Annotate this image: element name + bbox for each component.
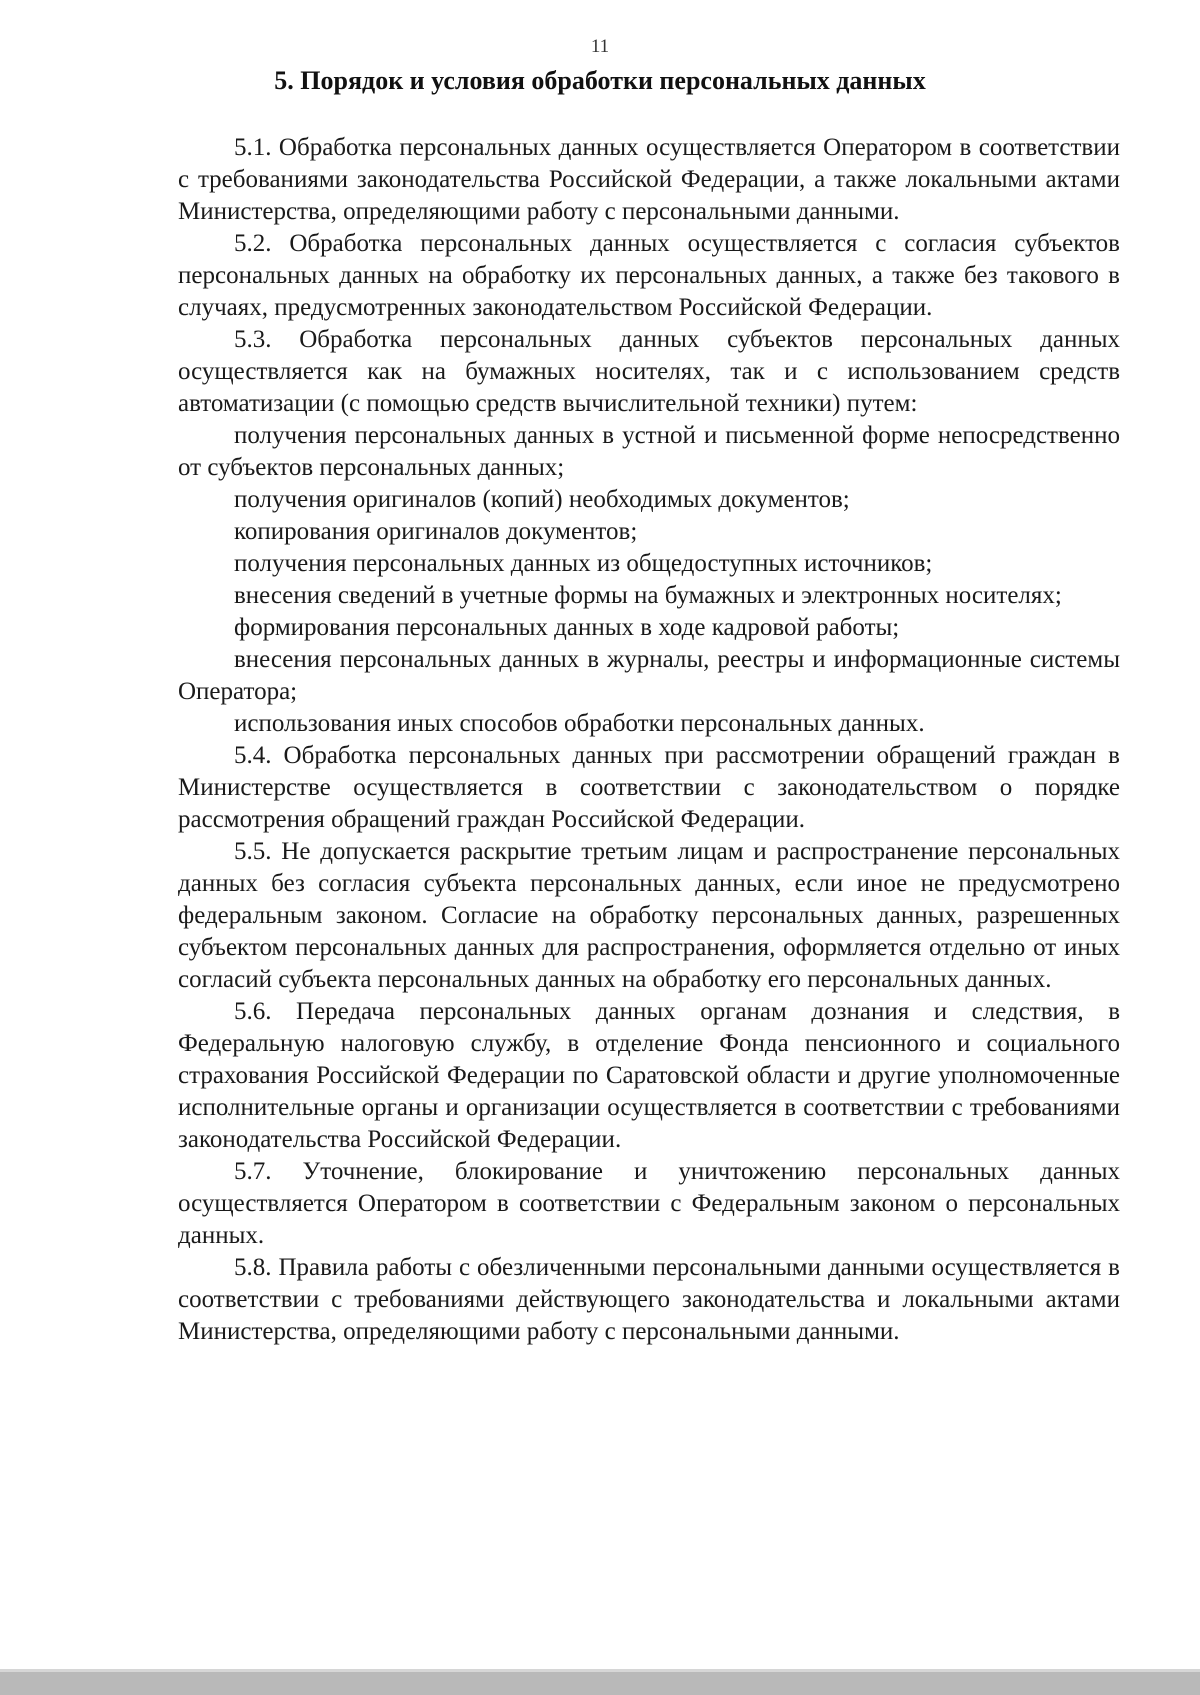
- section-title: 5. Порядок и условия обработки персональных данных: [274, 66, 926, 95]
- list-item: получения оригиналов (копий) необходимых документов;: [234, 486, 850, 513]
- list-item: формирования персональных данных в ходе кадровой работы;: [234, 614, 900, 641]
- list-item: получения персональных данных в устной и письменной форме непосредственно от субъектов персональных данных;: [178, 422, 1120, 481]
- list-item: использования иных способов обработки персональных данных.: [234, 710, 925, 737]
- paragraph-5-3: 5.3. Обработка персональных данных субъектов персональных данных осуществляется как на бумажных носителях, так и с использованием средств автоматизации (с помощью средств вычислительной техники) путем:: [178, 326, 1120, 417]
- paragraph-5-2: 5.2. Обработка персональных данных осуществляется с согласия субъектов персональных данных на обработку их персональных данных, а также без такового в случаях, предусмотренных законодательством Российской Федерации.: [178, 230, 1120, 321]
- paragraph-5-7: 5.7. Уточнение, блокирование и уничтожению персональных данных осуществляется Оператором в соответствии с Федеральным законом о персональных данных.: [178, 1158, 1120, 1249]
- list-item: копирования оригиналов документов;: [234, 518, 638, 545]
- document-body: [178, 132, 1120, 1348]
- list-item: внесения сведений в учетные формы на бумажных и электронных носителях;: [234, 582, 1062, 609]
- scan-bottom-border: [0, 1672, 1200, 1695]
- paragraph-5-1: 5.1. Обработка персональных данных осуществляется Оператором в соответствии с требованиями законодательства Российской Федерации, а также локальными актами Министерства, определяющими работу с персональными данными.: [178, 134, 1120, 225]
- paragraph-5-5: 5.5. Не допускается раскрытие третьим лицам и распространение персональных данных без согласия субъекта персональных данных, если иное не предусмотрено федеральным законом. Согласие на обработку персональных данных, разрешенных субъектом персональных данных для распространения, оформляется отдельно от иных согласий субъекта персональных данных на обработку его персональных данных.: [178, 838, 1120, 993]
- paragraph-5-6: 5.6. Передача персональных данных органам дознания и следствия, в Федеральную налоговую службу, в отделение Фонда пенсионного и социального страхования Российской Федерации по Саратовской области и другие уполномоченные исполнительные органы и организации осуществляется в соответствии с требованиями законодательства Российской Федерации.: [178, 998, 1120, 1153]
- list-item: получения персональных данных из общедоступных источников;: [234, 550, 933, 577]
- paragraph-5-8: 5.8. Правила работы с обезличенными персональными данными осуществляется в соответствии с требованиями действующего законодательства и локальными актами Министерства, определяющими работу с персональными данными.: [178, 1254, 1120, 1345]
- paragraph-5-4: 5.4. Обработка персональных данных при рассмотрении обращений граждан в Министерстве осуществляется в соответствии с законодательством о порядке рассмотрения обращений граждан Российской Федерации.: [178, 742, 1120, 833]
- page-number: 11: [590, 36, 610, 57]
- list-item: внесения персональных данных в журналы, реестры и информационные системы Оператора;: [178, 646, 1120, 705]
